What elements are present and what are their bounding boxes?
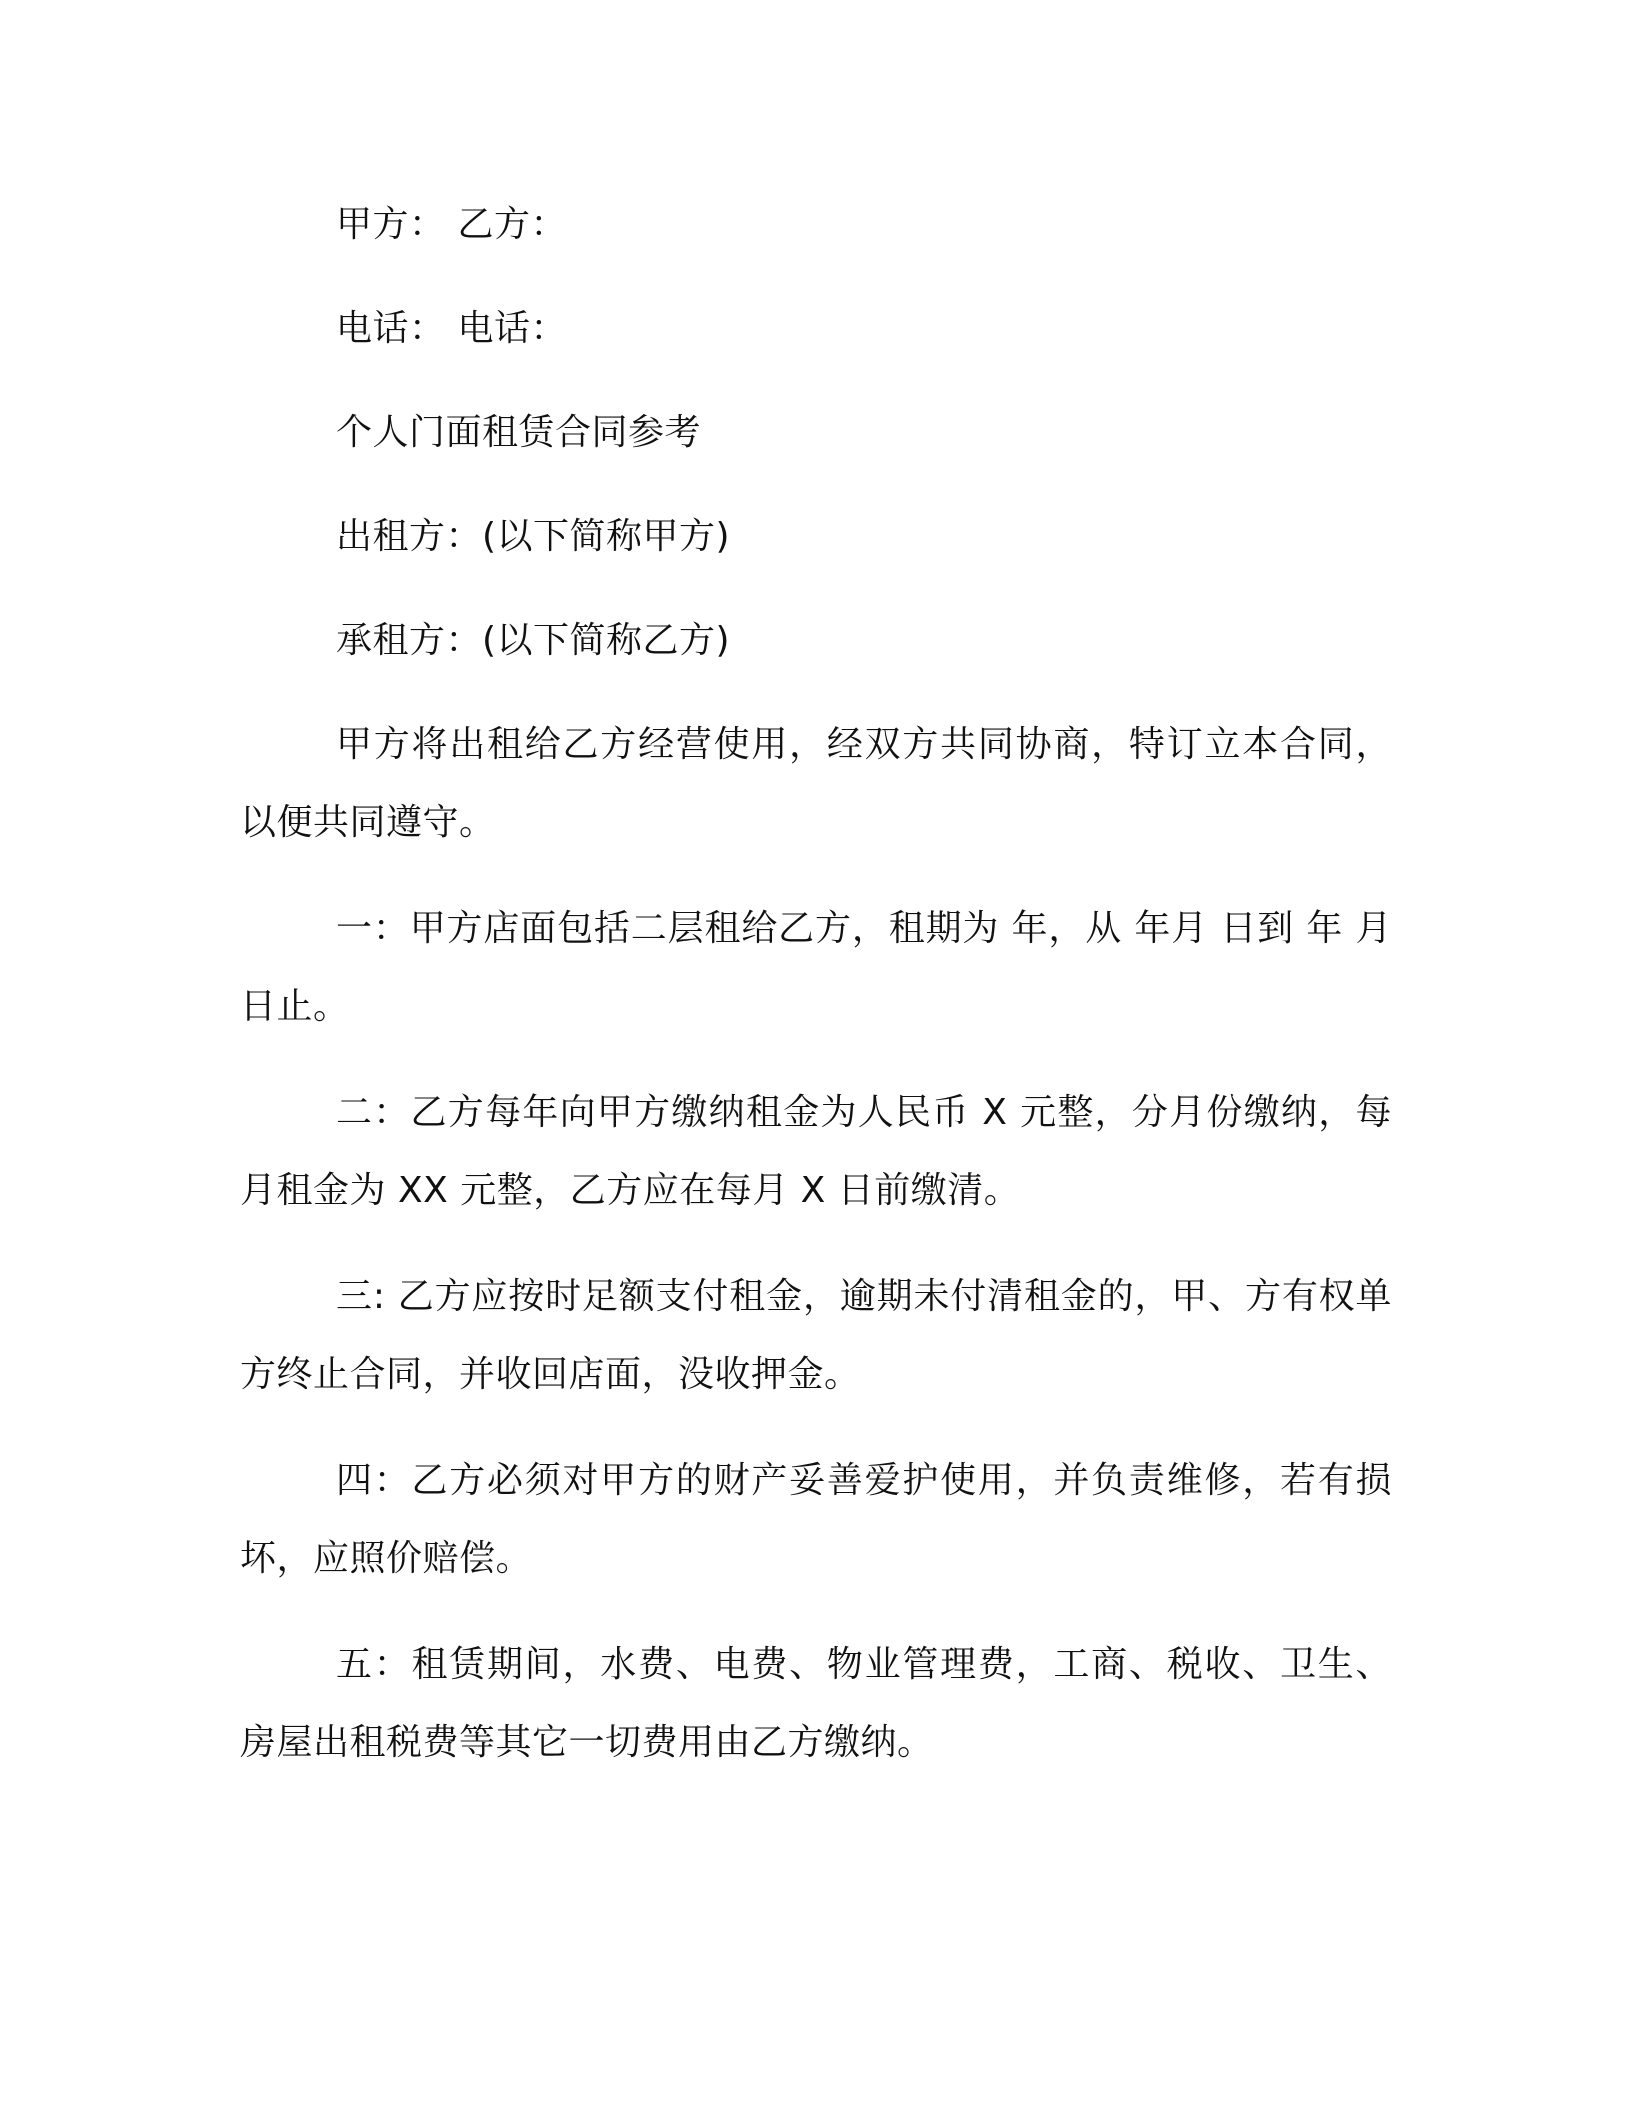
party-line: 甲方： 乙方： (336, 204, 567, 245)
clause-1: 一：甲方店面包括二层租给乙方，租期为 年，从 年月 日到 年 月 日止。 (240, 908, 1392, 1027)
clause-5: 五：租赁期间，水费、电费、物业管理费，工商、税收、卫生、房屋出租税费等其它一切费用由乙方缴纳。 (240, 1644, 1392, 1763)
clause-4: 四：乙方必须对甲方的财产妥善爱护使用，并负责维修，若有损坏，应照价赔偿。 (240, 1460, 1392, 1579)
clause-3: 三: 乙方应按时足额支付租金，逾期未付清租金的，甲、方有权单方终止合同，并收回店面，没收押金。 (240, 1276, 1392, 1395)
lessor-line: 出租方：(以下简称甲方) (336, 516, 731, 557)
intro-paragraph: 甲方将出租给乙方经营使用，经双方共同协商，特订立本合同，以便共同遵守。 (240, 724, 1392, 843)
clause-2: 二：乙方每年向甲方缴纳租金为人民币 X 元整，分月份缴纳，每月租金为 XX 元整，乙方应在每月 X 日前缴清。 (240, 1092, 1392, 1211)
lessee-line: 承租方：(以下简称乙方) (336, 620, 731, 661)
document-title: 个人门面租赁合同参考 (336, 412, 702, 453)
document-body (240, 186, 1392, 1782)
phone-line: 电话： 电话： (336, 308, 567, 349)
